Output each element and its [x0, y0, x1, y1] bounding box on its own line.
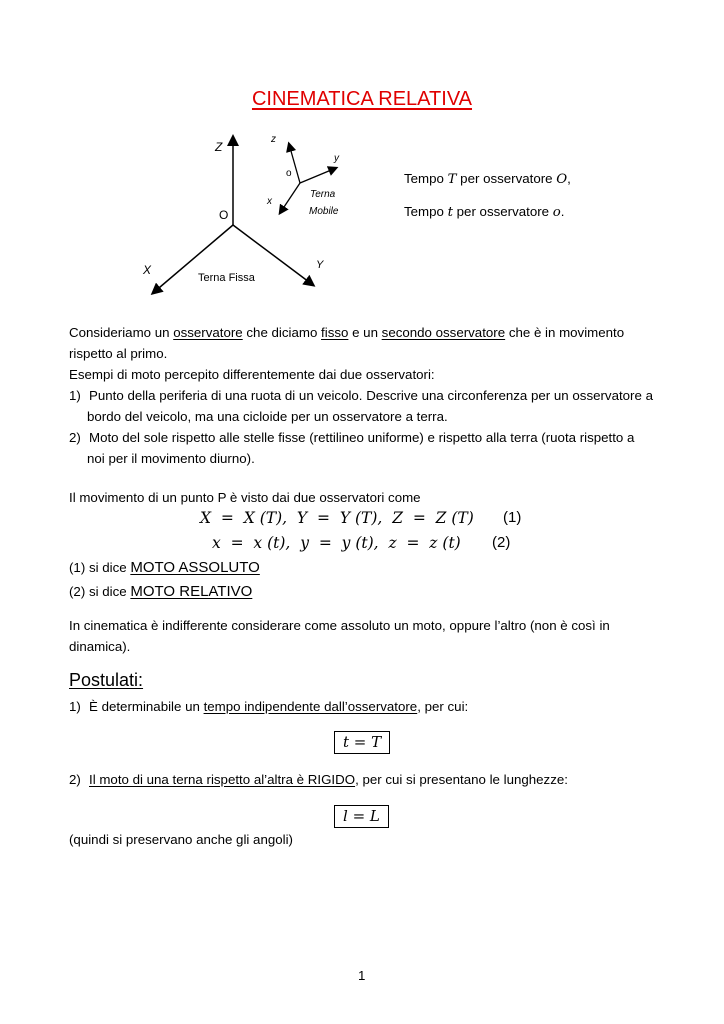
caption-terna-fissa: Terna Fissa — [198, 272, 255, 284]
postulati-heading — [69, 670, 143, 691]
text: che è in movimento — [505, 325, 625, 340]
equation-2: x = x (t), y = y (t), z = z (t) — [212, 534, 461, 552]
caption-terna-mobile-2: Mobile — [309, 206, 339, 217]
text: , per cui: — [417, 699, 469, 714]
equation-1-number: (1) — [503, 509, 522, 526]
label-y: y — [334, 153, 339, 164]
text: (2) si dice — [69, 584, 131, 599]
motion-intro: Il movimento di un punto P è visto dai due osservatori come — [69, 490, 421, 505]
text: , per cui si presentano le lunghezze: — [355, 772, 568, 787]
label-Y: Y — [316, 259, 324, 271]
note-line-2: dinamica). — [69, 639, 131, 654]
list-text: bordo del veicolo, ma una cicloide per un osservatore a terra. — [87, 409, 448, 424]
label-O: O — [219, 208, 229, 222]
list-number: 2) — [69, 772, 81, 787]
term-moto-assoluto: MOTO ASSOLUTO — [130, 559, 260, 576]
equation-2-number: (2) — [492, 534, 511, 551]
label-z: z — [271, 134, 276, 145]
list-text: Moto del sole rispetto alle stelle fisse (rettilineo uniforme) e rispetto alla terra (ruota rispetto a — [89, 430, 635, 445]
text: . — [560, 204, 565, 219]
var-o: o — [552, 205, 561, 220]
list-number: 1) — [69, 388, 81, 403]
postulate-1 — [69, 696, 468, 717]
text: che diciamo — [242, 325, 322, 340]
underlined-term: osservatore — [173, 325, 243, 340]
label-X: X — [143, 263, 152, 277]
reference-frames-diagram — [120, 125, 380, 305]
heading-text: Postulati: — [69, 670, 144, 690]
text: È determinabile un — [89, 699, 204, 714]
page-number: 1 — [358, 968, 366, 983]
text: (1) si dice — [69, 560, 131, 575]
formula-box-l-equals-L: l = L — [334, 805, 389, 828]
text: Tempo — [404, 171, 448, 186]
text: Consideriamo un — [69, 325, 174, 340]
mobile-y-axis — [300, 168, 336, 183]
closing-note: (quindi si preservano anche gli angoli) — [69, 832, 293, 847]
var-O: O — [556, 172, 568, 187]
time-note-2 — [404, 201, 564, 223]
examples-intro: Esempi di moto percepito differentemente dai due osservatori: — [69, 367, 435, 382]
underlined-term: secondo osservatore — [381, 325, 506, 340]
label-o: o — [286, 168, 292, 179]
dynamics-note — [69, 615, 669, 657]
list-number: 2) — [69, 430, 81, 445]
intro-paragraph — [69, 322, 669, 385]
text: Tempo — [404, 204, 448, 219]
term-moto-relativo: MOTO RELATIVO — [130, 583, 253, 600]
intro-line-2: rispetto al primo. — [69, 346, 168, 361]
definition-2 — [69, 581, 252, 602]
postulate-2 — [69, 769, 568, 790]
list-text: noi per il movimento diurno). — [87, 451, 255, 466]
underlined-term: fisso — [321, 325, 349, 340]
page-title: CINEMATICA RELATIVA — [251, 88, 473, 110]
caption-terna-mobile-1: Terna — [310, 189, 336, 200]
definition-1 — [69, 557, 260, 578]
intro-line-1 — [69, 322, 669, 343]
text: , — [567, 171, 571, 186]
note-line-1: In cinematica è indifferente considerare come assoluto un moto, oppure l’altro (non è così in — [69, 618, 610, 633]
list-number: 1) — [69, 699, 81, 714]
text: e un — [348, 325, 382, 340]
var-t: t — [447, 205, 453, 220]
label-x: x — [267, 196, 272, 207]
equation-1: X = X (T), Y = Y (T), Z = Z (T) — [200, 509, 474, 527]
text: per osservatore — [452, 204, 553, 219]
mobile-x-axis — [280, 183, 300, 213]
example-item-2 — [69, 427, 669, 469]
label-Z: Z — [215, 140, 223, 154]
time-note-1 — [404, 168, 571, 190]
underlined-term: tempo indipendente dall’osservatore — [203, 699, 418, 714]
text: per osservatore — [456, 171, 557, 186]
formula-box-t-equals-T: t = T — [334, 731, 390, 754]
list-text: Punto della periferia di una ruota di un veicolo. Descrive una circonferenza per un osservatore a — [89, 388, 653, 403]
var-T: T — [447, 172, 457, 187]
underlined-term: Il moto di una terna rispetto al’altra è RIGIDO — [89, 772, 356, 787]
example-item-1 — [69, 385, 669, 427]
